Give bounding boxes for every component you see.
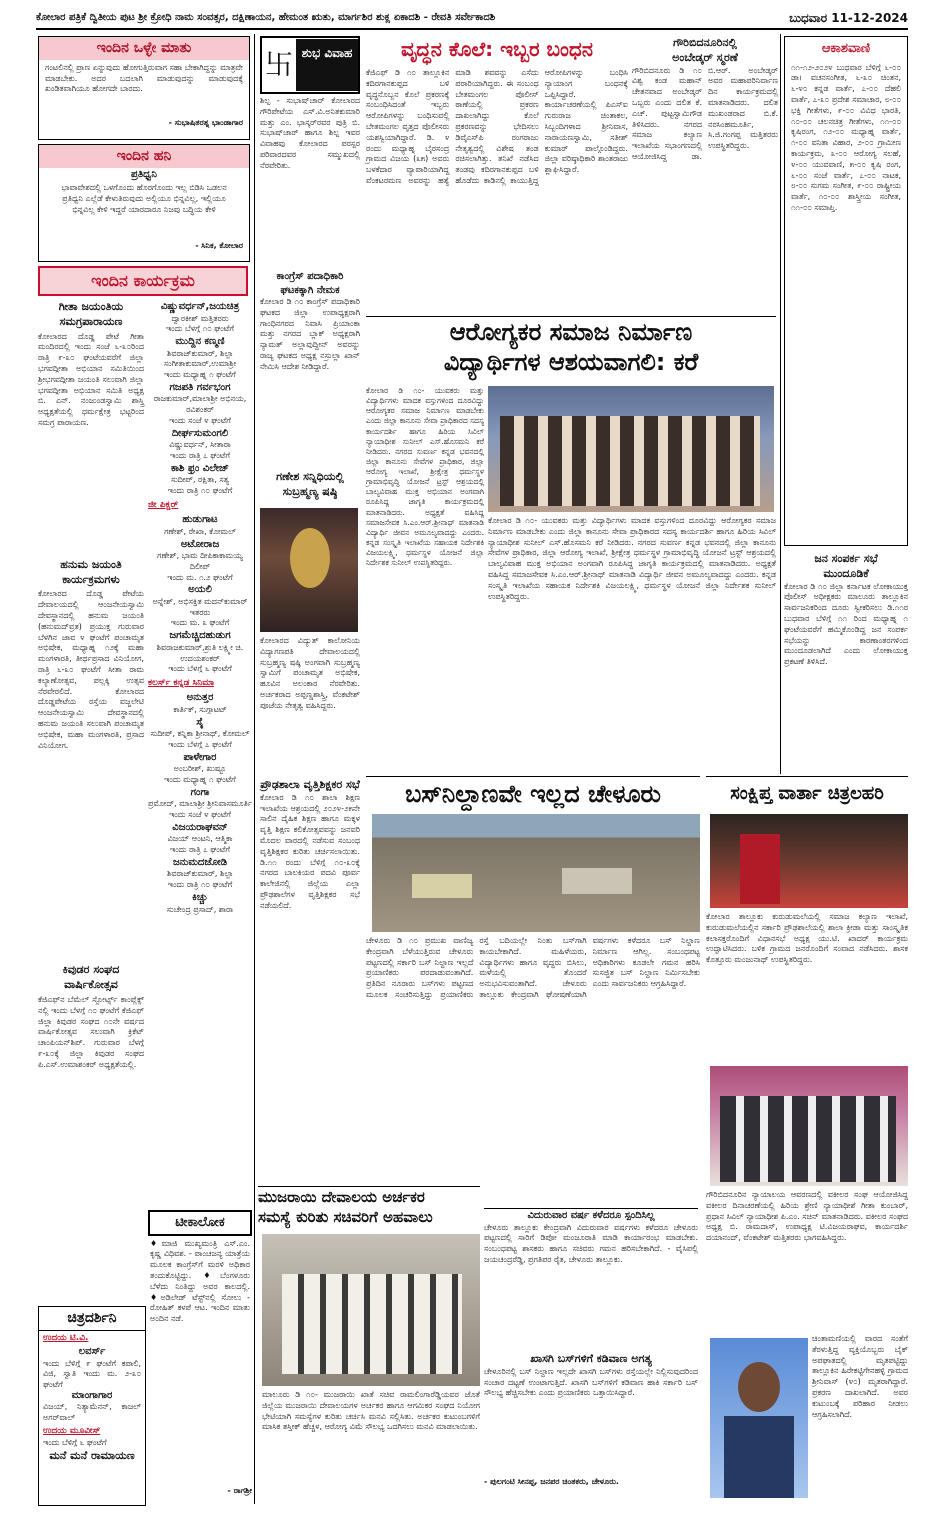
tv-show-time: ಇಂದು ಮಧ್ಯಾಹ್ನ ೧ ಘಂಟೆಗೆ xyxy=(164,775,236,784)
tv-show-time: ಇಂದು ರಾತ್ರಿ ೧೦ ಘಂಟೆಗೆ xyxy=(167,880,233,890)
highschool-article xyxy=(260,778,360,1138)
bus-head-text: ಬಸ್‌ನಿಲ್ದಾಣವೇ ಇಲ್ಲದ ಚೇಳೂರು xyxy=(405,780,661,808)
tv-show-time: ಇಂದು ಮ. ೩ ಘಂಟೆಗೆ xyxy=(170,618,230,628)
tv-show-cast: ಕಾರ್ತಿಕ್, ಸುಗ್ಗಾಟಟ್‌ xyxy=(173,704,227,714)
good-word-title: ಇಂದಿನ ಒಳ್ಳೇ ಮಾತು xyxy=(39,37,249,60)
tv-show-cast: ಗಣೇಶ್, ಭಾಮ ದೀಪಿಕಾಕಾಮಯ್ಯ ದಿಲೀಪ್ xyxy=(157,551,243,571)
good-word-box xyxy=(38,36,250,140)
drop-box xyxy=(38,144,250,262)
tv-show-title: ಜನುಮದಜೋಡಿ xyxy=(172,856,228,868)
health-photo xyxy=(488,386,774,512)
drop-subtitle: ಪ್ರತಿಧ್ವನಿ xyxy=(131,168,157,180)
tv-show-cast: ಗಣೇಶ್, ರೇಖಾ, ಕೋಮಲ್ xyxy=(164,526,236,536)
ayyappa-head: ವಿದುರುವಾರ ವರ್ಷ ಕಳೆದರೂ ಸ್ಪಂದಿಸಿಲ್ಲ xyxy=(527,1210,655,1221)
tv-show-title: ಅನುತ್ತರ xyxy=(186,692,214,704)
drop-text: ಭಾವಾವೇಶದಲ್ಲಿ ಒಳಗೊಂದು ಹೊರಗೊಂದು ಇಲ್ಲ ಬಿಡಿಸಿ ಒಡಲನ ಪ್ರತಿಧ್ವನಿ ಎಲ್ಲೆಡೆ ಕೇಳುತಿರುವುದು ಅಲ್ಲಿಯೂ ಭಿನ್ನವಿಲ್ಲ, ಇಲ್ಲಿಯೂ ಭಿನ್ನವಿಲ್ಲ ಕೇಳಿ ಇದ್ದರೆ ಯಾರದಾರೂ ನಿಜವು ಬದ್ಧಿಯ ಕೇಳಿ xyxy=(61,183,227,214)
masthead xyxy=(36,8,908,30)
cinema-show: ಮಾಂಗಾಗಾರ xyxy=(71,1389,113,1401)
ambedkar-article xyxy=(632,36,778,312)
private-bus-head: ಖಾಸಗಿ ಬಸ್‌ಗಳಿಗೆ ಕಡಿವಾಣ ಅಗತ್ಯ xyxy=(530,1352,652,1365)
ganesha-head-box xyxy=(260,470,360,510)
private-bus-byline: - ಪುಲಗಂಟಿ ಸೀನಪ್ಪ, ಜನಪರ ಚಿಂತಕರು, ಚೇಳೂರು. xyxy=(484,1476,619,1486)
tv-channel-label: ಜೀ ಪಿಕ್ಚರ್ xyxy=(148,500,179,511)
portrait-photo xyxy=(710,1338,808,1498)
tv-show-title: ಕಾಶಿ ಫ್ರಂ ವಿಲೇಜ್ xyxy=(171,462,229,474)
program-head: ಕಿವುಡರ ಸಂಘದ ವಾರ್ಷಿಕೋತ್ಸವ xyxy=(62,963,120,992)
wedding-text: ಶಿಲ್ಪ - ಸುಭಾಷ್‌ಚಾರ್ ಕೋಲಾರದ ಗೌರಿಪೇಟೆಯ ಎಸ್.ವಿ.ಅನಿತಕುಮಾರಿ ಮತ್ತು ಎಂ. ಭಾಸ್ಕರ್‌ರವರ ಪುತ್ರಿ ಬಿ. ಸುಭಾಷ್‌ಚಾರ್ ಹಾಗೂ ಶಿಲ್ಪ ಇವರ ವಿವಾಹವು ಕೋಲಾರದ ಪರಸ್ಪರ ಪರಿವಾರದವರ ಸಮ್ಮುಖದಲ್ಲಿ ನೆರವೇರಿತು. xyxy=(260,96,360,170)
roundup-cap-2: ಗೌರಿಬಿದನೂರಿನ ನ್ಯಾಯಾಲಯ ಆವರಣದಲ್ಲಿ ವಕೀಲರ ಸಂಘ ಆಯೋಜಿಸಿದ್ದ ವಕೀಲರ ದಿನಾಚರಣೆಯಲ್ಲಿ ಹಿರಿಯ ಶ್ರೇಣಿ ನ್ಯಾಯಾಧೀಶೆ ಗೀತಾ ಕುಂಬಾರ್, ಪ್ರಧಾನ ಸಿವಿಲ್ ನ್ಯಾಯಾಧೀಶ ಪಿ.ಎಂ. ಸಚಿನ್ ಮಾತನಾಡಿದರು. ವಕೀಲರ ಸಂಘದ ಅಧ್ಯಕ್ಷ ಬಿ. ರಾಮದಾಸ್, ಉಪಾಧ್ಯಕ್ಷ ಟಿ.ವಿಜಯರಾಘವ, ಕಾರ್ಯದರ್ಶಿ ದಯಾನಂದ್, ವೆಂಕಟೇಶ್ ಮತ್ತಿತರರು ಭಾಗವಹಿಸಿದ್ದರು. xyxy=(706,1190,908,1243)
tv-show-cast: ಶಿವರಾಜ್‌ಕುಮಾರ್, ಶಿಲ್ಪಾ xyxy=(166,869,234,879)
tv-listing xyxy=(148,300,252,1200)
cinema-channel: ಉದಯ ಮೂವೀಸ್ xyxy=(43,1426,101,1437)
radio-title: ಆಕಾಶವಾಣಿ xyxy=(821,41,871,56)
tv-show-title: ಅಯಲಿ xyxy=(188,584,212,596)
tv-show-time: ಇಂದು ಮ. ೧.೨ ಘಂಟೆಗೆ xyxy=(167,572,233,582)
private-bus-text: ಚೇಳೂರಿನಲ್ಲಿ ಬಸ್ ನಿಲ್ದಾಣ ಇಲ್ಲದೇ ಖಾಸಗಿ ಬಸ್‌ಗಳು ರಸ್ತೆಯಲ್ಲೇ ನಿಲ್ಲಿಸುವುದರಿಂದ ಸಂಚಾರ ದಟ್ಟಣೆ ಉಂಟಾಗುತ್ತಿದೆ. ಖಾಸಗಿ ಬಸ್‌ಗಳಿಗೆ ಕಡಿವಾಣ ಹಾಕಿ ಸರ್ಕಾರಿ ಬಸ್ ಸೌಲಭ್ಯ ಹೆಚ್ಚಿಸಬೇಕು ಎಂದು ಪ್ರಯಾಣಿಕರು ಒತ್ತಾಯಿಸಿದ್ದಾರೆ. xyxy=(484,1366,698,1398)
janasampark-text: ಕೋಲಾರ ಡಿ ೧೦ ಜಿಲ್ಲಾ ಕರ್ನಾಟಕ ಲೋಕಾಯುಕ್ತ ಪೊಲೀಸ್ ಅಧೀಕ್ಷಕರು ಮಾಲೂರು ತಾಲ್ಲೂಕಿನ ಸಾರ್ವಜನಿಕರಿಂದ ದೂರು ಸ್ವೀಕರಿಸಲು ಡಿ.೧೧ರ ಬುಧವಾರ ಬೆಳಿಗ್ಗೆ ೧೧ ರಿಂದ ಮಧ್ಯಾಹ್ನ ೧ ಘಂಟೆಯವರೆಗೆ ಹಮ್ಮಿಕೊಂಡಿದ್ದ ಜನ ಸಂಪರ್ಕ ಸಭೆಯನ್ನು ಕಾರಣಾಂತರಗಳಿಂದ ಮುಂದೂಡಲಾಗಿದೆ ಎಂದು ಲೋಕಾಯುಕ್ತ ಪ್ರಕಟಣೆ ತಿಳಿಸಿದೆ. xyxy=(784,581,908,667)
shirt-icon xyxy=(724,1416,794,1498)
ambedkar-head2: ಅಂಬೇಡ್ಕರ್ ಸ್ಮರಣೆ xyxy=(672,50,738,64)
tikaloka-byline: - ರಾಗಶ್ರೀ xyxy=(227,1485,252,1495)
bus-icon xyxy=(562,868,632,894)
deity-figure-icon xyxy=(290,528,330,588)
tv-show-cast: ಅಂಬರೀಶ್, ಖುಷ್ಬೂ xyxy=(173,764,227,774)
program-text: ಕೆಜಿಎಫ್‌ನ ಬೆಮೆಲ್ ಸ್ಪೋರ್ಟ್ಸ್ ಕಾಂಪ್ಲೆಕ್ಸ್ ನಲ್ಲಿ ಇಂದು ಬೆಳಗ್ಗೆ ೧೦ ಘಂಟೆಗೆ ಕೆಜಿಎಫ್ ಜಿಲ್ಲಾ ಕಿವುಡರ ಸಂಘದ ೧೦ನೇ ವರ್ಷದ ವಾರ್ಷಿಕೋತ್ಸವ ಸಲುವಾಗಿ ಕ್ರಿಕೆಟ್ ಚಾಂಪಿಯನ್‌ಶಿಪ್. ಗುರುವಾರ ಬೆಳಗ್ಗೆ ೯-೩೦ಕ್ಕೆ ಜಿಲ್ಲಾ ಕಿವುಡರ ಸಂಘದ ಪಿ.ಎಸ್.ಉಮಾಶಂಕರ್ ಅಧ್ಯಕ್ಷತೆಯಲ್ಲಿ. xyxy=(38,995,144,1069)
janasampark-head1: ಜನ ಸಂಪರ್ಕ ಸಭೆ xyxy=(814,552,878,565)
private-bus-article xyxy=(484,1352,698,1504)
tv-show-cast: ರಾಜಕುಮಾರ್,ಮಾಲಾಶ್ರೀ ಅಭಿನಯ, ರವಿಶಂಕರ್ xyxy=(153,394,247,415)
program-head: ಹನುಮ ಜಯಂತಿ ಕಾರ್ಯಕ್ರಮಗಳು xyxy=(60,557,122,586)
cinema-title: ಚಿತ್ರದರ್ಶಿನಿ xyxy=(39,1307,145,1331)
ganesha-head: ಗಣೇಶ ಸನ್ನಿಧಿಯಲ್ಲಿ ಸುಬ್ರಹ್ಮಣ್ಯ ಷಷ್ಠಿ xyxy=(276,470,344,498)
tv-show-cast: ಅನ್ನೇಶ್, ಅಭಿಸಕ್ತಿತ ಮದನ್‌ಕುಮಾರ್ ಇತರರು xyxy=(152,596,248,617)
tv-show-cast: ಸುದೀಪ್, ರಕ್ಷಿತಾ, ಸತ್ಯ xyxy=(170,475,230,485)
tv-show-title: ಹುಡುಗಾಟ xyxy=(182,514,218,526)
murder-head-box xyxy=(366,36,628,64)
cinema-show-text: ಇಂದು ಬೆಳಿಗ್ಗೆ ೬ ಘಂಟೆಗೆ xyxy=(43,1438,107,1448)
tv-show-time: ಇಂದು ರಾತ್ರಿ ೧೦ ಘಂಟೆಗೆ xyxy=(167,486,233,496)
tv-show-title: ವಿಷ್ಣುವರ್ಧನ್,ಜಯಚಿತ್ರ xyxy=(160,301,240,312)
masthead-date: ಬುಧವಾರ 11-12-2024 xyxy=(789,10,908,25)
murder-head: ವೃದ್ಧನ ಕೊಲೆ: ಇಬ್ಬರ ಬಂಧನ xyxy=(401,37,593,61)
roundup-photo-2 xyxy=(710,1066,908,1186)
cinema-box xyxy=(38,1306,146,1506)
highschool-head: ಪ್ರೌಢಶಾಲಾ ವೃತ್ತಿಶಿಕ್ಷಕರ ಸಭೆ xyxy=(260,778,360,791)
program-text: ಕೋಲಾರದ ದೊಡ್ಡ ಪೇಟೆಯ ದೇವಾಲಯದಲ್ಲಿ ಆಂಜನೇಯಸ್ವಾಮಿ ದೇವಸ್ಥಾನದಲ್ಲಿ ಹನುಮ ಜಯಂತಿ (ಹನುಮದ್‌ವ್ರತ) ಪ್ರಯುಕ್ತ ಗುರುವಾರ ಬೆಳಗಿನ ಜಾವ ೪ ಘಂಟೆಗೆ ಪಂಚಾಮೃತ ಅಭಿಷೇಕ, ಮಧ್ಯಾಹ್ನ ೧೨ಕ್ಕೆ ಮಹಾ ಮಂಗಳಾರತಿ, ತೀರ್ಥಪ್ರಸಾದ ವಿನಿಯೋಗ, ರಾತ್ರಿ ೬-೩೦ ಘಂಟೆಗೆ ಸೀತಾ ರಾಮ ಕಲ್ಯಾಣೋತ್ಸವ, ಪಲ್ಲಕ್ಕಿ ಉತ್ಸವ ನೆರವೇರಲಿದೆ. ಕೋಲಾರದ ದೊಡ್ಡಪೇಟೆಯ ರಸ್ತೆಯ ವಜ್ಜಲೇಟಿ ಆಂಜನೇಯಸ್ವಾಮಿ ದೇವಸ್ಥಾನದಲ್ಲಿ ಹನುಮ ಜಯಂತಿ ಸಲುವಾಗಿ ಪಂಚಾಮೃತ ಅಭಿಷೇಕ, ಮಹಾ ಮಂಗಳಾರತಿ, ಪ್ರಸಾದ ವಿನಿಯೋಗ. xyxy=(38,589,144,750)
mujarai-text: ಮಾಲೂರು ಡಿ ೧೦- ಮುಜರಾಯಿ ಖಾತೆ ಸಚಿವ ರಾಮಲಿಂಗಾರೆಡ್ಡಿಯವರ ಜೊತೆ ಜಿಲ್ಲೆಯ ಮುಜರಾಯಿ ದೇವಾಲಯಗಳ ಅರ್ಚಕರ ಹಾಗೂ ಆಗಮಿಕರ ಸಂಘದ ನಿಯೋಗ ಭೇಟಿಯಾಗಿ ಸಮಸ್ಯೆಗಳ ಕುರಿತು ಚರ್ಚಿಸಿ ಮನವಿ ಸಲ್ಲಿಸಿತು. ಅರ್ಚಕರ ಕುಟುಂಬಗಳಿಗೆ ಮಾಸಿಕ ತಸ್ತೀಕ್ ಹೆಚ್ಚಳ, ಆರೋಗ್ಯ ವಿಮೆ ಸೌಲಭ್ಯ ಒದಗಿಸಲು ಮನವಿ ಮಾಡಲಾಯಿತು. xyxy=(262,1390,480,1432)
swastika-icon: 卐 xyxy=(264,48,293,82)
roundup-head xyxy=(706,776,908,810)
tv-show-time: ಇಂದು ಮಧ್ಯಾಹ್ನ ೧ ಘಂಟೆಗೆ xyxy=(164,370,236,380)
cinema-show-text: ವಿಜಯ್, ನಿತ್ಯಾಮೆನನ್, ಕಾಜಲ್ ಅಗರ್‌ವಾಲ್ xyxy=(43,1402,141,1422)
tv-show-title: ವಿಜಯರಾಘವನ್ xyxy=(172,821,228,833)
janasampark-article xyxy=(784,552,908,776)
highschool-text: ಕೋಲಾರ ಡಿ ೧೦ ಶಾಲಾ ಶಿಕ್ಷಣ ಇಲಾಖೆಯ ಆಶ್ರಯದಲ್ಲಿ ೨೦೨೪-೨೫ನೇ ಸಾಲಿನ ದೈಹಿಕ ಶಿಕ್ಷಣ ಹಾಗೂ ಮಕ್ಕಳ ವೃತ್ತಿ ಶಿಕ್ಷಣ ಕಲಿಕೋತ್ಸವವನ್ನು ಜನವರಿ ಮೊದಲ ವಾರದಲ್ಲಿ ನಡೆಸುವ ಸಂಬಂಧ ವೃತ್ತಿಶಿಕ್ಷಕರ ಕುರಿತು ಚರ್ಚಿಸಲಾಯಿತು. ಡಿ.೧೧ ರಂದು ಬೆಳಿಗ್ಗೆ ೧೦-೩೦ಕ್ಕೆ ನಗರದ ಬಾಲಕಿಯರ ಪದವಿ ಪೂರ್ವ ಕಾಲೇಜಿನಲ್ಲಿ ಜಿಲ್ಲೆಯ ಎಲ್ಲಾ ಪ್ರೌಢಶಾಲೆಗಳ ವೃತ್ತಿಶಿಕ್ಷಕರ ಸಭೆ ನಡೆಯಲಿದೆ. xyxy=(260,792,360,910)
ayyappa-text: ಚೇಳೂರು ತಾಲ್ಲೂಕು ಕೇಂದ್ರವಾಗಿ ವಿದುರುವಾರ ವರ್ಷಗಳು ಕಳೆದರೂ ಚೇಳೂರು ಪಟ್ಟಣದಲ್ಲಿ ಸಾರಿಗೆ ಡಿಪೋ ಮಂಜೂರಾತಿ ಮಾಡಿ ಕಾರ್ಯಾರಂಭ ಮಾಡಬೇಕು. ಸಂಬಂಧಪಟ್ಟ ಶಾಸಕರು ಹಾಗೂ ಸಚಿವರು ಗಮನ ಹರಿಸಬೇಕಾಗಿದೆ. - ವೈಸಿಪಲ್ಲಿ ಜಯಚಂದ್ರರೆಡ್ಡಿ, ಪ್ರಗತಿಪರ ರೈತ, ಚೇಳೂರು ತಾಲ್ಲೂಕು. xyxy=(484,1222,698,1264)
tv-show-title: ಗಜಪತಿ ಗರ್ವಭಂಗ xyxy=(169,381,231,393)
cinema-show: ಮನೆ ಮನೆ ರಾಮಾಯಣ xyxy=(49,1448,135,1462)
tv-show-cast: ಶಿವರಾಜಕುಮಾರ್,ಶ್ರುತಿ ಲಕ್ಷ್ಮೀ ಚಿ. ಉದಯಶಂಕರ್ xyxy=(156,642,244,663)
tv-show-cast: ದ್ವಾರಕೀಶ್ ಮತ್ತಿತರರು xyxy=(171,313,229,323)
bus-icon xyxy=(412,874,472,898)
radio-text: ೧೧-೧೨-೨೦೨೪ ಬುಧವಾರ ಬೆಳಿಗ್ಗೆ ೬-೦೦ ಡಾ। ವಚನಸಂಗೀತ, ೬-೩೦ ಚಿಂತನ, ೬-೪೦ ಕನ್ನಡ ವಾರ್ತೆ, ೭-೦೦ ದೆಹಲಿ ವಾರ್ತೆ, ೭-೩೦ ಪ್ರದೇಶ ಸಮಾಚಾರ, ೮-೦೦ ಭಕ್ತಿ ಗೀತೆಗಳು, ೯-೦೦ ವಿವಿಧ ಭಾರತಿ, ೧೦-೦೦ ಚಲನಚಿತ್ರ ಗೀತೆಗಳು, ೧೧-೦೦ ಕೃಷಿರಂಗ, ೧೨-೦೦ ಮಧ್ಯಾಹ್ನ ವಾರ್ತೆ, ೧-೦೦ ವನಿತಾ ವಿಹಾರ, ೨-೦೦ ಗ್ರಾಮೀಣ ಕಾರ್ಯಕ್ರಮ, ೩-೦೦ ಆರೋಗ್ಯ ಸಲಹೆ, ೪-೦೦ ಯುವವಾಣಿ, ೫-೦೦ ಕೃಷಿ ರಂಗ, ೬-೦೦ ಸಂಜೆ ವಾರ್ತೆ, ೭-೦೦ ನಾಟಕ, ೮-೦೦ ಸುಗಮ ಸಂಗೀತ, ೯-೦೦ ರಾಷ್ಟ್ರೀಯ ವಾರ್ತೆ, ೧೦-೦೦ ಶಾಸ್ತ್ರೀಯ ಸಂಗೀತ, ೧೧-೦೦ ಸಮಾಪ್ತಿ. xyxy=(791,62,901,212)
column-rule xyxy=(780,34,781,774)
event-attendees-icon xyxy=(500,416,760,506)
tv-show-time: ಇಂದು ಸಂಜೆ ೪ ಘಂಟೆಗೆ xyxy=(169,810,231,820)
programs-title: ಇಂದಿನ ಕಾರ್ಯಕ್ರಮ xyxy=(91,271,195,290)
tv-show-title: ಪಾಳೇಗಾರ xyxy=(183,751,217,763)
tv-show-time: ಇಂದು ರಾತ್ರಿ ೭ ಘಂಟೆಗೆ xyxy=(170,845,230,855)
tv-show-cast: ವಿಷ್ಣುವರ್ಧನ್, ಸೀತಾರಾ xyxy=(169,440,231,450)
tv-show-cast: ಸುದೀಪ್, ಕನ್ನಿಕಾ ಶ್ರೀನಾಥ್, ಕೋಮಲ್ xyxy=(150,729,250,739)
murder-text: ಕೆಜಿಎಫ್ ಡಿ ೧೦ ತಾಲ್ಲೂಕಿನ ಕದಿರಗಾನಕುಪ್ಪದ ಬಳಿ ವೃದ್ಧನೊಬ್ಬನ ಕೊಲೆ ಪ್ರಕರಣಕ್ಕೆ ಸಂಬಂಧಿಸಿದಂತೆ ಇಬ್ಬರು ಆರೋಪಿಗಳನ್ನು ಬಂಧಿಸುವಲ್ಲಿ ಬೇತಮಂಗಲ ವೃತ್ತದ ಪೊಲೀಸರು ಯಶಸ್ವಿಯಾಗಿದ್ದಾರೆ. ಡಿ. ೪ ರಂದು ಮಧ್ಯಾಹ್ನ ಬೈರಸಂದ್ರ ಗ್ರಾಮದ ವಿಜಯ (೩೫) ಅವರು ಬಳಕೆದಾರ ವ್ಯಾಪಾರಿಯಾಗಿದ್ದ ವೆಂಕಟರಮಣ ಅವರನ್ನು ಹತ್ಯೆ ಮಾಡಿ ಶವವನ್ನು ಎಸೆದು ಪರಾರಿಯಾಗಿದ್ದರು. ಈ ಸಂಬಂಧ ಬೇತಮಂಗಲ ಪೊಲೀಸ್ ಠಾಣೆಯಲ್ಲಿ ಪ್ರಕರಣ ದಾಖಲಾಗಿದ್ದು ಕೊಲೆ ಪ್ರಕರಣವನ್ನು ಭೇದಿಸಲು ಡಿವೈಎಸ್‌ಪಿ ರಂಗರಾಜು ನೇತೃತ್ವದಲ್ಲಿ ವಿಶೇಷ ತಂಡ ರಚಿಸಲಾಗಿತ್ತು. ತನಿಖೆ ನಡೆಸಿದ ತಂಡವು ಕದಿರಗಾನಕುಪ್ಪದ ಬಳಿ ಹೊಡೆದು ಕಾಡಿನಲ್ಲಿ ಕಾಯುತ್ತಿದ್ದ ಆರೋಪಿಗಳನ್ನು ಬಂಧಿಸಿ ನ್ಯಾಯಾಂಗ ಬಂಧನಕ್ಕೆ ಒಪ್ಪಿಸಿದ್ದಾರೆ. ಕಾರ್ಯಾಚರಣೆಯಲ್ಲಿ ಪಿಎಸ್‌ಐ ಗುರುರಾಜ ಚಿಂತಾಕಲ, ಸಿಬ್ಬಂದಿಗಳಾದ ಶ್ರೀನಿವಾಸ, ನಾರಾಯಣಸ್ವಾಮಿ, ಸತೀಶ್ ಕುಮಾರ್ ಪಾಲ್ಗೊಂಡಿದ್ದರು. ಜಿಲ್ಲಾ ವರಿಷ್ಠಾಧಿಕಾರಿ ಶಾಂತರಾಜು ಶ್ಲಾಘಿಸಿದ್ದಾರೆ. xyxy=(366,68,628,185)
tv-show-time: ಇಂದು ರಾತ್ರಿ ೭ ಘಂಟೆಗೆ xyxy=(170,451,230,461)
health-head1: ಆರೋಗ್ಯಕರ ಸಮಾಜ ನಿರ್ಮಾಣ xyxy=(449,318,693,346)
group-of-people-icon xyxy=(282,1274,462,1374)
wedding-logo xyxy=(260,36,360,94)
health-head2: ವಿದ್ಯಾರ್ಥಿಗಳ ಆಶಯವಾಗಲಿ: ಕರೆ xyxy=(443,348,699,376)
mujarai-head2: ಸಮಸ್ಯೆ ಕುರಿತು ಸಚಿವರಿಗೆ ಅಹವಾಲು xyxy=(258,1208,433,1227)
tv-show-cast: ವಿಜಯ್ ಆಂಟನಿ, ಆತ್ಮಿಕಾ xyxy=(167,834,233,844)
masthead-left: ಕೋಲಾರ ಪತ್ರಿಕೆ ದ್ವಿತೀಯ ಪುಟ ಶ್ರೀ ಕ್ರೋಧಿ ನಾಮ ಸಂವತ್ಸರ, ದಕ್ಷಿಣಾಯನ, ಹೇಮಂತ ಋತು, ಮಾರ್ಗಶಿರ ಶುಕ್ಲ ಏಕಾದಶಿ - ರೇವತಿ ಸರ್ವೇಕಾದಶಿ xyxy=(36,12,496,24)
tv-items xyxy=(148,300,252,915)
health-text: ಕೋಲಾರ ಡಿ ೧೦- ಯುವಕರು ಮತ್ತು ವಿದ್ಯಾರ್ಥಿಗಳು ಮಾದಕ ವಸ್ತುಗಳಿಂದ ದೂರವಿದ್ದು ಆರೋಗ್ಯಕರ ಸಮಾಜ ನಿರ್ಮಾಣ ಮಾಡಬೇಕು ಎಂದು ಜಿಲ್ಲಾ ಕಾನೂನು ಸೇವಾ ಪ್ರಾಧಿಕಾರದ ಸದಸ್ಯ ಕಾರ್ಯದರ್ಶಿ ಹಾಗೂ ಹಿರಿಯ ಸಿವಿಲ್ ನ್ಯಾಯಾಧೀಶ ಸುನೀಲ್ ಎಸ್.ಹೊಸಮನಿ ಕರೆ ನೀಡಿದರು. ನಗರದ ಸುವರ್ಣ ಕನ್ನಡ ಭವನದಲ್ಲಿ ಜಿಲ್ಲಾ ಕಾನೂನು ಸೇವೆಗಳ ಪ್ರಾಧಿಕಾರ, ಜಿಲ್ಲಾ ಆರೋಗ್ಯ ಇಲಾಖೆ, ಶ್ರೀಕ್ಷೇತ್ರ ಧರ್ಮಸ್ಥಳ ಗ್ರಾಮಾಭಿವೃದ್ಧಿ ಯೋಜನೆ ಟ್ರಸ್ಟ್ ಆಶ್ರಯದಲ್ಲಿ ಬಾಲ್ಯವಿವಾಹ ಮುಕ್ತ ಅಭಿಯಾನ ಅಂಗವಾಗಿ ರೂಪಿಸಿದ್ದ ಜಾಗೃತಿ ಕಾರ್ಯಕ್ರಮದಲ್ಲಿ ಮಾತನಾಡಿದರು. ಅಧ್ಯಕ್ಷತೆ ವಹಿಸಿದ್ದ ಸಮಾಜಸೇವಕ ಸಿ.ಎಂ.ಆರ್.ಶ್ರೀನಾಥ್ ಮಾತನಾಡಿ ವಿದ್ಯಾರ್ಥಿ ಜೀವನ ಅಮೂಲ್ಯವಾದದ್ದು ಎಂದರು. ಕನ್ನಡ ಸಂಸ್ಕೃತಿ ಇಲಾಖೆಯ ಸಹಾಯಕ ನಿರ್ದೇಶಕಿ ವಿಜಯಲಕ್ಷ್ಮಿ, ಧರ್ಮಸ್ಥಳ ಯೋಜನೆ ಜಿಲ್ಲಾ ನಿರ್ದೇಶಕ ಸುನೀಲ್ ಉಪಸ್ಥಿತರಿದ್ದರು. xyxy=(488,516,776,601)
tv-show-time: ಇಂದು ಬೆಳಗ್ಗೆ ೬ ಘಂಟೆಗೆ xyxy=(168,664,232,674)
tv-show-time: ಇಂದು ಬೆಳಗ್ಗೆ ೧೦ ಘಂಟೆಗೆ xyxy=(165,324,235,334)
deity-photo xyxy=(260,508,358,632)
ganesha-text: ಕೋಲಾರದ ವಿದ್ಯುತ್ ಕಾಲೋನಿಯ ವಿದ್ಯಾಗಣಪತಿ ದೇವಾಲಯದಲ್ಲಿ ಸುಬ್ರಹ್ಮಣ್ಯ ಷಷ್ಠಿ ಅಂಗವಾಗಿ ಸುಬ್ರಹ್ಮಣ್ಯ ಸ್ವಾಮಿಗೆ ಪಂಚಾಮೃತ ಅಭಿಷೇಕ, ಹೂವಿನ ಅಲಂಕಾರ ನೆರವೇರಿತು. ಅರ್ಚಕರಾದ ಅಪ್ಪಣ್ಣಶಾಸ್ತ್ರಿ, ವೆಂಕಟೇಶ್ ಪೂಜೆಯ ನೇತೃತ್ವ ವಹಿಸಿದ್ದರು. xyxy=(260,636,360,710)
tv-show-title: ಕಿಚ್ಚು xyxy=(192,892,208,904)
bus-head xyxy=(366,776,700,810)
column-rule xyxy=(254,34,255,1504)
mujarai-head1: ಮುಜರಾಯಿ ದೇವಾಲಯ ಅರ್ಚಕರ xyxy=(258,1188,425,1206)
roundup-head-text: ಸಂಕ್ಷಿಪ್ತ ವಾರ್ತಾ ಚಿತ್ರಲಹರಿ xyxy=(730,783,884,804)
programs-list xyxy=(38,300,144,1300)
tv-channel-label: ಕಲರ್ಸ್ ಕನ್ನಡ ಸಿನಿಮಾ xyxy=(148,678,215,689)
congress-article xyxy=(260,270,360,466)
roundup-cap-1: ಕೋಲಾರ ತಾಲ್ಲೂಕು ಕುರುಡುಮಲೆಯಲ್ಲಿ ಸಮಾಜ ಕಲ್ಯಾಣ ಇಲಾಖೆ, ಕುರುಡುಮಲೆಯಲ್ಲಿನ ಸರ್ಕಾರಿ ಪ್ರೌಢಶಾಲೆಯಲ್ಲಿ ಶಾಲಾ ಕ್ರೀಡಾ ಮತ್ತು ಸಾಂಸ್ಕೃತಿಕ ಕಲಾಸಕ್ತರೊಂದಿಗೆ ವಿಧಾನಸಭೆ ಅಧ್ಯಕ್ಷ ಯು.ಟಿ. ಖಾದರ್ ಕಾರ್ಯಕ್ರಮ ಉದ್ಘಾಟಿಸಿದರು. ಬಳಿಕ ಗ್ರಾಮದ ಜನರೊಂದಿಗೆ ಸಂವಾದ ನಡೆಸಿದರು. ಶಾಸಕ ಕೊತ್ತೂರು ಮಂಜುನಾಥ್ ಉಪಸ್ಥಿತರಿದ್ದರು. xyxy=(706,912,908,965)
tv-show-cast: ಪ್ರಮೋದ್, ಮಾಲಾಶ್ರೀ ಶ್ರೀನಿವಾಸಮೂರ್ತಿ xyxy=(148,799,253,809)
congress-text: ಕೋಲಾರ ಡಿ ೧೦ ಕಾಂಗ್ರೆಸ್ ಪದಾಧಿಕಾರಿ ಘಟಕದ ಜಿಲ್ಲಾ ಉಪಾಧ್ಯಕ್ಷರಾಗಿ ಗಾಂಧಿನಗರದ ನಿವಾಸಿ ಪ್ರಿಯಾಂಕಾ ಮತ್ತು ನಗರದ ಬ್ಲಾಕ್ ಅಧ್ಯಕ್ಷರಾಗಿ ನ್ಯಾಮತ್ ಅಲ್ಲಾವುದ್ದೀನ್ ಅವರನ್ನು ರಾಜ್ಯ ಘಟಕದ ಅಧ್ಯಕ್ಷ ನಸ್ರುಲ್ಲಾ ಖಾನ್ ನೇಮಿಸಿ ಆದೇಶ ನೀಡಿದ್ದಾರೆ. xyxy=(260,297,360,371)
good-word-text: ಗಂಟಲಿನಲ್ಲಿ ಪ್ರಾಣ ಏನ್ನುವುದು ಹೋಗುತ್ತಿರುವಾಗ ಸಹಾ ಬೇಕಾಗಿದ್ದನ್ನು ಮಾತ್ರವೇ ಮಾಡಬೇಕು. ಅದರ ಬದಲಾಗಿ ಮಾಡುವುದನ್ನು ಮಾಡುವುದಕ್ಕೆ ಖಂಡಿತವಾಗಿಯೂ ಹೋಗದೇ ಬಾರದು. xyxy=(45,62,243,94)
tikaloka-box xyxy=(148,1210,252,1506)
health-text-left: ಕೋಲಾರ ಡಿ ೧೦- ಯುವಕರು ಮತ್ತು ವಿದ್ಯಾರ್ಥಿಗಳು ಮಾದಕ ವಸ್ತುಗಳಿಂದ ದೂರವಿದ್ದು ಆರೋಗ್ಯಕರ ಸಮಾಜ ನಿರ್ಮಾಣ ಮಾಡಬೇಕು ಎಂದು ಜಿಲ್ಲಾ ಕಾನೂನು ಸೇವಾ ಪ್ರಾಧಿಕಾರದ ಸದಸ್ಯ ಕಾರ್ಯದರ್ಶಿ ಹಾಗೂ ಹಿರಿಯ ಸಿವಿಲ್ ನ್ಯಾಯಾಧೀಶ ಸುನೀಲ್ ಎಸ್.ಹೊಸಮನಿ ಕರೆ ನೀಡಿದರು. ನಗರದ ಸುವರ್ಣ ಕನ್ನಡ ಭವನದಲ್ಲಿ ಜಿಲ್ಲಾ ಕಾನೂನು ಸೇವೆಗಳ ಪ್ರಾಧಿಕಾರ, ಜಿಲ್ಲಾ ಆರೋಗ್ಯ ಇಲಾಖೆ, ಶ್ರೀಕ್ಷೇತ್ರ ಧರ್ಮಸ್ಥಳ ಗ್ರಾಮಾಭಿವೃದ್ಧಿ ಯೋಜನೆ ಟ್ರಸ್ಟ್ ಆಶ್ರಯದಲ್ಲಿ ಬಾಲ್ಯವಿವಾಹ ಮುಕ್ತ ಅಭಿಯಾನ ಅಂಗವಾಗಿ ರೂಪಿಸಿದ್ದ ಜಾಗೃತಿ ಕಾರ್ಯಕ್ರಮದಲ್ಲಿ ಮಾತನಾಡಿದರು. ಅಧ್ಯಕ್ಷತೆ ವಹಿಸಿದ್ದ ಸಮಾಜಸೇವಕ ಸಿ.ಎಂ.ಆರ್.ಶ್ರೀನಾಥ್ ಮಾತನಾಡಿ ವಿದ್ಯಾರ್ಥಿ ಜೀವನ ಅಮೂಲ್ಯವಾದದ್ದು ಎಂದರು. ಕನ್ನಡ ಸಂಸ್ಕೃತಿ ಇಲಾಖೆಯ ಸಹಾಯಕ ನಿರ್ದೇಶಕಿ ವಿಜಯಲಕ್ಷ್ಮಿ, ಧರ್ಮಸ್ಥಳ ಯೋಜನೆ ಜಿಲ್ಲಾ ನಿರ್ದೇಶಕ ಸುನೀಲ್ ಉಪಸ್ಥಿತರಿದ್ದರು. xyxy=(366,386,484,568)
ayyappa-article xyxy=(484,1208,698,1348)
ambedkar-head1: ಗೌರಿಬಿದನೂರಿನಲ್ಲಿ xyxy=(673,36,737,49)
good-word-byline: - ಸುಭಾಷಿತರತ್ನ ಭಾಂಡಾಗಾರ xyxy=(168,117,243,127)
face-icon xyxy=(738,1362,780,1412)
program-text: ಕೋಲಾರದ ದೊಡ್ಡ ಪೇಟೆ ಗೀತಾ ಮಂದಿರದಲ್ಲಿ ಇಂದು ಸಂಜೆ ೬-೩೦ರಿಂದ ರಾತ್ರಿ ೯-೩೦ ಘಂಟೆಯವರೆಗೆ ಜಿಲ್ಲಾ ಭಗವದ್ಗೀತಾ ಅಭಿಯಾನ ಸಮಿತಿಯಿಂದ ಶ್ರೀಭಗವದ್ಗೀತಾ ಜಯಂತಿ ಸಲುವಾಗಿ ಜಿಲ್ಲಾ ಭಗವದ್ಗೀತಾ ಅಭಿಯಾನ ಸಮಿತಿ ಅಧ್ಯಕ್ಷ ಬಿ. ಎನ್. ನಂಜುಂಡಸ್ವಾಮಿ ಶಾಸ್ತ್ರಿ ಅಧ್ಯಕ್ಷತೆಯಲ್ಲಿ ಧರ್ಮಕ್ಷೇತ್ರ ಭಟ್ಟರಿಂದ ಸಮಗ್ರ ಪಾರಾಯಣ. xyxy=(38,331,144,428)
tv-show-time: ಇಂದು ಬೆಳಗ್ಗೆ ೭ ಘಂಟೆಗೆ xyxy=(168,739,232,749)
tv-show-title: ದೀರ್ಘಸುಮಂಗಲಿ xyxy=(171,427,229,439)
group-of-people-icon xyxy=(720,1096,896,1182)
cinema-show-text: ಇಂದು ಬೆಳಿಗ್ಗೆ ೯ ಘಂಟೆಗೆ ಕಪಾಲಿ, ವಿಜಿ, ಸ್ವಾತಿ ಇಂದು ಮ. ೨-೩೦ ಘಂಟೆಗೆ xyxy=(43,1358,141,1390)
mujarai-photo xyxy=(262,1234,480,1386)
bus-stand-photo xyxy=(372,814,700,932)
cinema-channel: ಉದಯ ಟಿ.ವಿ. xyxy=(43,1332,89,1343)
cinema-show: ಲವರ್ಸ್ xyxy=(78,1346,106,1358)
tv-show-title: ಜಗಮೆಚ್ಚಿದಹುಡುಗ xyxy=(169,630,231,642)
drop-byline: - ಸಿನಿಕ, ಕೋಲಾರ xyxy=(195,241,243,251)
roundup-photo-1 xyxy=(710,814,908,908)
radio-box xyxy=(784,36,908,546)
tv-show-title: ಮುದ್ದಿನ ಕಣ್ಮಣಿ xyxy=(175,336,225,348)
roundup-cap-3: ಚಿಂತಾಮಣಿಯಲ್ಲಿ ವಾರದ ಸಂತೆಗೆ ತೆರಳುತ್ತಿದ್ದ ವ್ಯಕ್ತಿಯೊಬ್ಬರು ಬೈಕ್ ಅಪಘಾತದಲ್ಲಿ ಮೃತಪಟ್ಟಿದ್ದು ತಾಲ್ಲೂಕಿನ ಹಿರೇಕಟ್ಟಿಗೇನಹಳ್ಳಿ ಗ್ರಾಮದ ಶ್ರೀನಿವಾಸ್ (೪೦) ಮೃತರಾಗಿದ್ದಾರೆ. ಪ್ರಕರಣ ದಾಖಲಾಗಿದೆ. ಅವರ ಕುಟುಂಬಕ್ಕೆ ಪರಿಹಾರ ನೀಡಲು ಆಗ್ರಹಿಸಲಾಗಿದೆ. xyxy=(812,1334,908,1419)
tv-show-cast: ಶಿವರಾಜ್‌ಕುಮಾರ್, ಶಿಲ್ಪಾ ಸಂಗೀತಾಕುಮಾರ್,ಉಮಾಶ್ರೀ xyxy=(163,348,237,369)
tv-show-time: ಇಂದು ಸಂಜೆ ೪ ಘಂಟೆಗೆ xyxy=(169,416,231,426)
person-icon xyxy=(740,834,780,904)
bus-text: ಚೇಳೂರು ಡಿ ೧೦ ಪ್ರಮುಖ ವಾಣಿಜ್ಯ ಕೇಂದ್ರವಾಗಿ ಬೆಳೆಯುತ್ತಿರುವ ಚೇಳೂರು ಪಟ್ಟಣದಲ್ಲಿ ಸರ್ಕಾರಿ ಬಸ್ ನಿಲ್ದಾಣ ಇಲ್ಲದೆ ಪ್ರಯಾಣಿಕರು ಪರದಾಡುವಂತಾಗಿದೆ. ಪ್ರತಿದಿನ ನೂರಾರು ಬಸ್‌ಗಳು ಪಟ್ಟಣದ ಮೂಲಕ ಸಂಚರಿಸುತ್ತಿದ್ದು ಪ್ರಯಾಣಿಕರು ರಸ್ತೆ ಬದಿಯಲ್ಲೇ ನಿಂತು ಬಸ್‌ಗಾಗಿ ಕಾಯಬೇಕಾಗಿದೆ. ಮಹಿಳೆಯರು, ವಿದ್ಯಾರ್ಥಿಗಳು ಹಾಗೂ ವೃದ್ಧರು ಬಿಸಿಲು, ಮಳೆಯಲ್ಲಿ ತೊಂದರೆ ಅನುಭವಿಸುವಂತಾಗಿದೆ. ಚೇಳೂರು ತಾಲ್ಲೂಕು ಕೇಂದ್ರವಾಗಿ ಘೋಷಣೆಯಾಗಿ ವರ್ಷಗಳು ಕಳೆದರೂ ಬಸ್ ನಿಲ್ದಾಣ ನಿರ್ಮಾಣ ಆಗಿಲ್ಲ. ಸಂಬಂಧಪಟ್ಟ ಅಧಿಕಾರಿಗಳು ಕೂಡಲೇ ಗಮನ ಹರಿಸಿ ಸುಸಜ್ಜಿತ ಬಸ್ ನಿಲ್ದಾಣ ನಿರ್ಮಿಸಬೇಕು ಎಂದು ಸಾರ್ವಜನಿಕರು ಆಗ್ರಹಿಸಿದ್ದಾರೆ. xyxy=(366,936,700,999)
tv-show-title: ಅಟೋರಾಜ xyxy=(180,538,220,550)
drop-title: ಇಂದಿನ ಹನಿ xyxy=(39,145,249,168)
wedding-logo-text: ಶುಭ ವಿವಾಹ xyxy=(296,39,358,91)
tikaloka-title: ಟೀಕಾಲೋಕ xyxy=(148,1210,252,1236)
tv-show-title: ಸೈ xyxy=(196,716,204,728)
health-head xyxy=(366,316,776,380)
tv-show-cast: ಸುಚೇಂದ್ರ ಪ್ರಸಾದ್, ಶಾರಾ xyxy=(166,904,234,914)
tv-show-title: ಗಂಗಾ xyxy=(190,786,210,798)
tikaloka-text: ♦ಮಾಜಿ ಮುಖ್ಯಮಂತ್ರಿ ಎಸ್.ಎಂ. ಕೃಷ್ಣ ವಿಧಿವಶ. - ಪಾಂಚಜನ್ಯ ಯಾತ್ರೆಯ ಮೂಲಕ ಕಾಂಗ್ರೆಸ್‌ಗೆ ಮರಳಿ ಅಧಿಕಾರ ತಂದುಕೊಟ್ಟಿದ್ದು. ♦ಬೆಂಗಳೂರು ಬೆಳೆದು ನಿಂತಿದ್ದು ಅವರ ಕಾಲದಲ್ಲಿ. ♦ಅಡಿಲೇಡ್ ಟೆಸ್ಟ್‌ನಲ್ಲಿ ಸೋಲು - ರೋಹಿತ್ ಕಳಪೆ ಆಟ. ಇಂದಿನ ಮಾತು ಅಂದಿನ ನಡೆ. xyxy=(150,1238,250,1324)
program-head: ಗೀತಾ ಜಯಂತಿಯ ಸಮಗ್ರಪಾರಾಯಣ xyxy=(58,300,124,328)
congress-head: ಕಾಂಗ್ರೆಸ್ ಪದಾಧಿಕಾರಿ ಘಟಕಕ್ಕಾಗಿ ನೇಮಕ xyxy=(276,271,344,296)
programs-banner xyxy=(38,266,248,296)
ambedkar-text: ಗೌರಿಬಿದನೂರು ಡಿ ೧೦ ವಿಶ್ವ ಕಂಡ ಮಹಾನ್ ಚೇತನವಾದ ಅಂಬೇಡ್ಕರ್ ಒಬ್ಬರು ಎಂದು ದಲಿತ ಕೆ. ಎಚ್. ಪುಟ್ಟಸ್ವಾಮಿಗೌಡ ತಿಳಿಸಿದರು. ನಗರದ ಸಮಾಜ ಕಲ್ಯಾಣ ಇಲಾಖೆಯ ಸಭಾಂಗಣದಲ್ಲಿ ಆಯೋಜಿಸಿದ್ದ ಡಾ. ಬಿ.ಆರ್. ಅಂಬೇಡ್ಕರ್ ಅವರ ಮಹಾಪರಿನಿರ್ವಾಣ ದಿನ ಕಾರ್ಯಕ್ರಮದಲ್ಲಿ ಮಾತನಾಡಿದರು. ದಲಿತ ಮುಖಂಡರಾದ ಬಿ.ಕೆ. ನರಸಿಂಹಮೂರ್ತಿ, ಸಿ.ಜಿ.ಗಂಗಪ್ಪ ಮತ್ತಿತರರು ಉಪಸ್ಥಿತರಿದ್ದರು. xyxy=(632,65,778,162)
janasampark-head2: ಮುಂದೂಡಿಕೆ xyxy=(823,566,869,580)
